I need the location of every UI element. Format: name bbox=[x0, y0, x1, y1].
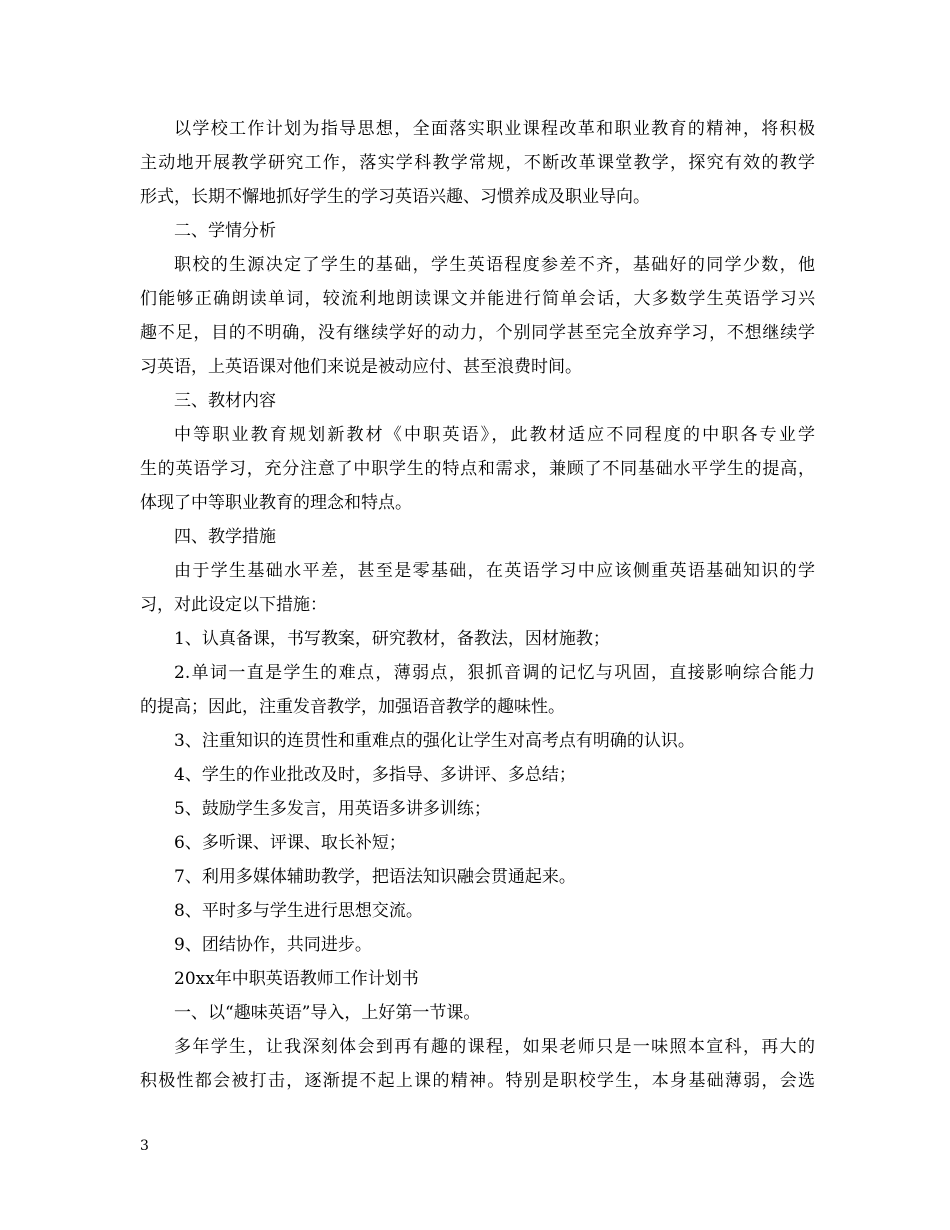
text-line: 9、团结协作，共同进步。 bbox=[174, 935, 372, 955]
text-line: 3、注重知识的连贯性和重难点的强化让学生对高考点有明确的认识。 bbox=[174, 731, 695, 751]
text-line: 由于学生基础水平差，甚至是零基础，在英语学习中应该侧重英语基础知识的学 bbox=[174, 561, 815, 581]
text-line: 职校的生源决定了学生的基础，学生英语程度参差不齐，基础好的同学少数，他 bbox=[174, 255, 815, 275]
page-number: 3 bbox=[140, 1138, 149, 1154]
text-line: 多年学生，让我深刻体会到再有趣的课程，如果老师只是一味照本宣科，再大的 bbox=[174, 1037, 815, 1057]
text-line: 三、教材内容 bbox=[174, 391, 276, 411]
text-line: 6、多听课、评课、取长补短； bbox=[174, 833, 406, 853]
text-line: 趣不足，目的不明确，没有继续学好的动力，个别同学甚至完全放弃学习，不想继续学 bbox=[140, 323, 815, 343]
text-line: 1、认真备课，书写教案，研究教材，备教法，因材施教； bbox=[174, 629, 610, 649]
document-body bbox=[140, 112, 815, 1098]
text-line: 8、平时多与学生进行思想交流。 bbox=[174, 901, 423, 921]
text-line: 形式，长期不懈地抓好学生的学习英语兴趣、习惯养成及职业导向。 bbox=[140, 187, 650, 207]
text-line: 二、学情分析 bbox=[174, 221, 276, 241]
text-line: 们能够正确朗读单词，较流利地朗读课文并能进行简单会话，大多数学生英语学习兴 bbox=[140, 289, 815, 309]
text-line: 以学校工作计划为指导思想，全面落实职业课程改革和职业教育的精神，将积极 bbox=[174, 119, 815, 139]
text-line: 5、鼓励学生多发言，用英语多讲多训练； bbox=[174, 799, 491, 819]
text-line: 20xx年中职英语教师工作计划书 bbox=[174, 969, 419, 989]
text-line: 体现了中等职业教育的理念和特点。 bbox=[140, 493, 412, 513]
text-line: 一、以“趣味英语”导入，上好第一节课。 bbox=[174, 1003, 481, 1023]
text-line: 习，对此设定以下措施： bbox=[140, 595, 327, 615]
text-line: 7、利用多媒体辅助教学，把语法知识融会贯通起来。 bbox=[174, 867, 576, 887]
text-line: 生的英语学习，充分注意了中职学生的特点和需求，兼顾了不同基础水平学生的提高， bbox=[140, 459, 815, 479]
text-line: 四、教学措施 bbox=[174, 527, 276, 547]
text-line: 4、学生的作业批改及时，多指导、多讲评、多总结； bbox=[174, 765, 576, 785]
text-line: 主动地开展教学研究工作，落实学科教学常规，不断改革课堂教学，探究有效的教学 bbox=[140, 153, 815, 173]
text-line: 中等职业教育规划新教材《中职英语》，此教材适应不同程度的中职各专业学 bbox=[174, 425, 815, 445]
text-line: 2.单词一直是学生的难点，薄弱点，狠抓音调的记忆与巩固，直接影响综合能力 bbox=[174, 663, 815, 683]
text-line: 积极性都会被打击，逐渐提不起上课的精神。特别是职校学生，本身基础薄弱，会选 bbox=[140, 1071, 815, 1091]
text-line: 习英语，上英语课对他们来说是被动应付、甚至浪费时间。 bbox=[140, 357, 582, 377]
text-line: 的提高；因此，注重发音教学，加强语音教学的趣味性。 bbox=[140, 697, 565, 717]
